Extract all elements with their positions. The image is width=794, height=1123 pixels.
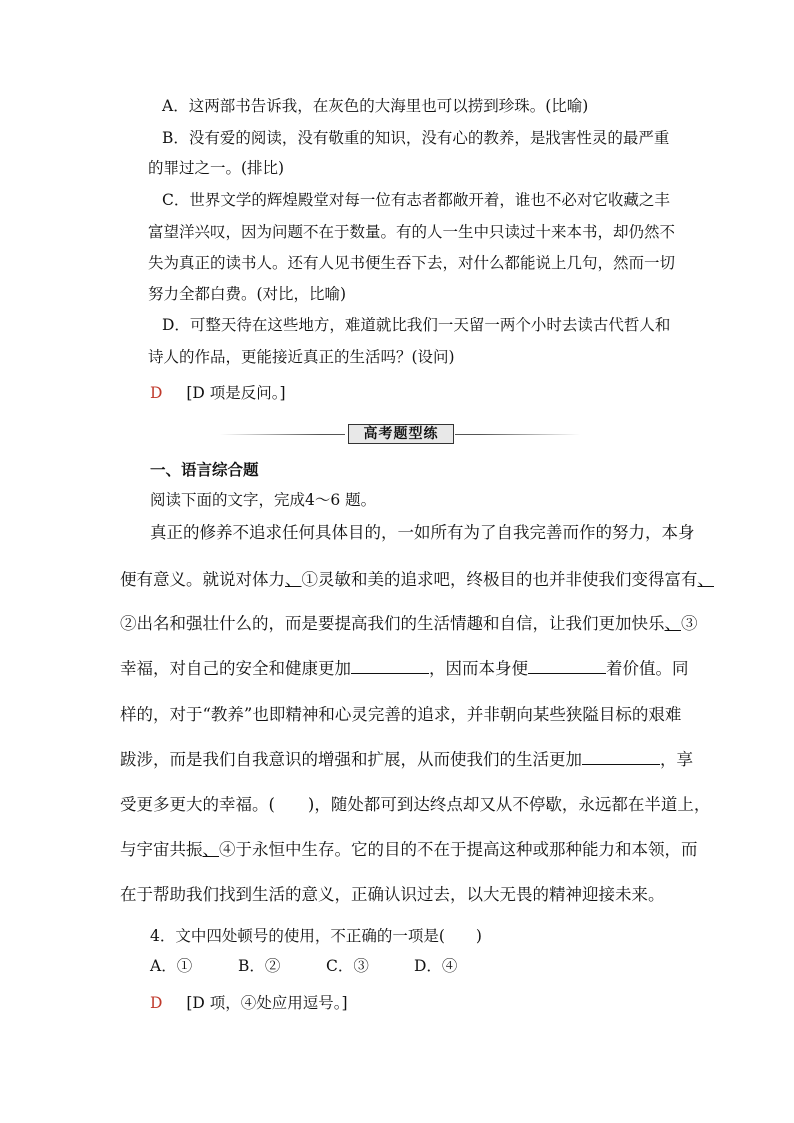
passage-line-5: 样的，对于“教养”也即精神和心灵完善的追求，并非朝向某些狭隘目标的艰难 — [120, 705, 682, 724]
passage-text: ③ — [681, 614, 698, 633]
option-d-line1: D．可整天待在这些地方，难道就比我们一天留一两个小时去读古代哲人和 — [162, 316, 671, 334]
passage-text: ①灵敏和美的追求吧，终极目的也并非使我们变得富有 — [301, 570, 698, 589]
option-d-line2: 诗人的作品，更能接近真正的生活吗？(设问) — [148, 348, 455, 366]
passage-text: 着价值。同 — [606, 659, 689, 678]
passage-text: ④于永恒中生存。它的目的不在于提高这种或那种能力和本领，而 — [219, 840, 698, 859]
fill-blank-2[interactable] — [528, 657, 606, 674]
enumeration-comma-mark: 、 — [285, 570, 302, 589]
section-banner: 高考题型练 — [348, 424, 454, 444]
passage-text: ，因而本身便 — [429, 659, 528, 678]
passage-line-8 — [120, 838, 698, 862]
question-4-options — [150, 956, 690, 976]
section-divider — [220, 424, 580, 444]
option-c-line2: 富望洋兴叹，因为问题不在于数量。有的人一生中只读过十来本书，却仍然不 — [148, 223, 676, 241]
passage-line-6 — [120, 748, 693, 772]
passage-text: 与宇宙共振 — [120, 840, 203, 859]
passage-line-7: 受更多更大的幸福。( )，随处都可到达终点却又从不停歇，永远都在半道上， — [120, 795, 711, 814]
option-b-line1: B．没有爱的阅读，没有敬重的知识，没有心的教养，是戕害性灵的最严重 — [162, 129, 670, 147]
option-b-line2: 的罪过之一。(排比) — [148, 159, 285, 177]
passage-text: 幸福，对自己的安全和健康更加 — [120, 659, 351, 678]
divider-rule-left — [220, 434, 345, 435]
answer-q3-explanation: [D 项是反问。] — [186, 384, 286, 402]
passage-line-4 — [120, 657, 689, 681]
section-heading: 一、语言综合题 — [150, 460, 259, 479]
passage-text: ，享 — [660, 750, 693, 769]
answer-q4 — [150, 993, 690, 1013]
option-a: A．这两部书告诉我，在灰色的大海里也可以捞到珍珠。(比喻) — [162, 97, 589, 115]
passage-text: ②出名和强壮什么的，而是要提高我们的生活情趣和自信，让我们更加快乐 — [120, 614, 665, 633]
passage-text: 便有意义。就说对体力 — [120, 570, 285, 589]
divider-rule-right — [455, 434, 580, 435]
passage-line-9: 在于帮助我们找到生活的意义，正确认识过去，以大无畏的精神迎接未来。 — [120, 885, 665, 904]
fill-blank-3[interactable] — [582, 748, 660, 765]
passage-line-2 — [120, 568, 714, 592]
enumeration-comma-mark: 、 — [697, 570, 714, 589]
answer-q4-explanation: [D 项，④处应用逗号。] — [186, 994, 348, 1012]
passage-line-3 — [120, 612, 698, 636]
fill-blank-1[interactable] — [351, 657, 429, 674]
q4-option-a[interactable]: A．① — [150, 957, 193, 975]
passage-line-1: 真正的修养不追求任何具体目的，一如所有为了自我完善而作的努力，本身 — [150, 523, 695, 542]
q4-option-b[interactable]: B．② — [238, 957, 281, 975]
q4-option-c[interactable]: C．③ — [326, 957, 369, 975]
enumeration-comma-mark: 、 — [202, 840, 219, 859]
answer-q4-letter: D — [150, 994, 163, 1012]
answer-q3 — [150, 383, 690, 403]
option-c-line4: 努力全都白费。(对比，比喻) — [148, 285, 347, 303]
passage-text: 跋涉，而是我们自我意识的增强和扩展，从而使我们的生活更加 — [120, 750, 582, 769]
answer-q3-letter: D — [150, 384, 163, 402]
q4-option-d[interactable]: D．④ — [414, 957, 458, 975]
option-c-line1: C．世界文学的辉煌殿堂对每一位有志者都敞开着，谁也不必对它收藏之丰 — [162, 191, 670, 209]
option-c-line3: 失为真正的读书人。还有人见书便生吞下去，对什么都能说上几句，然而一切 — [148, 254, 676, 272]
enumeration-comma-mark: 、 — [664, 614, 681, 633]
reading-instruction: 阅读下面的文字，完成4～6 题。 — [150, 491, 377, 509]
question-4-stem: 4．文中四处顿号的使用，不正确的一项是( ) — [150, 927, 482, 945]
